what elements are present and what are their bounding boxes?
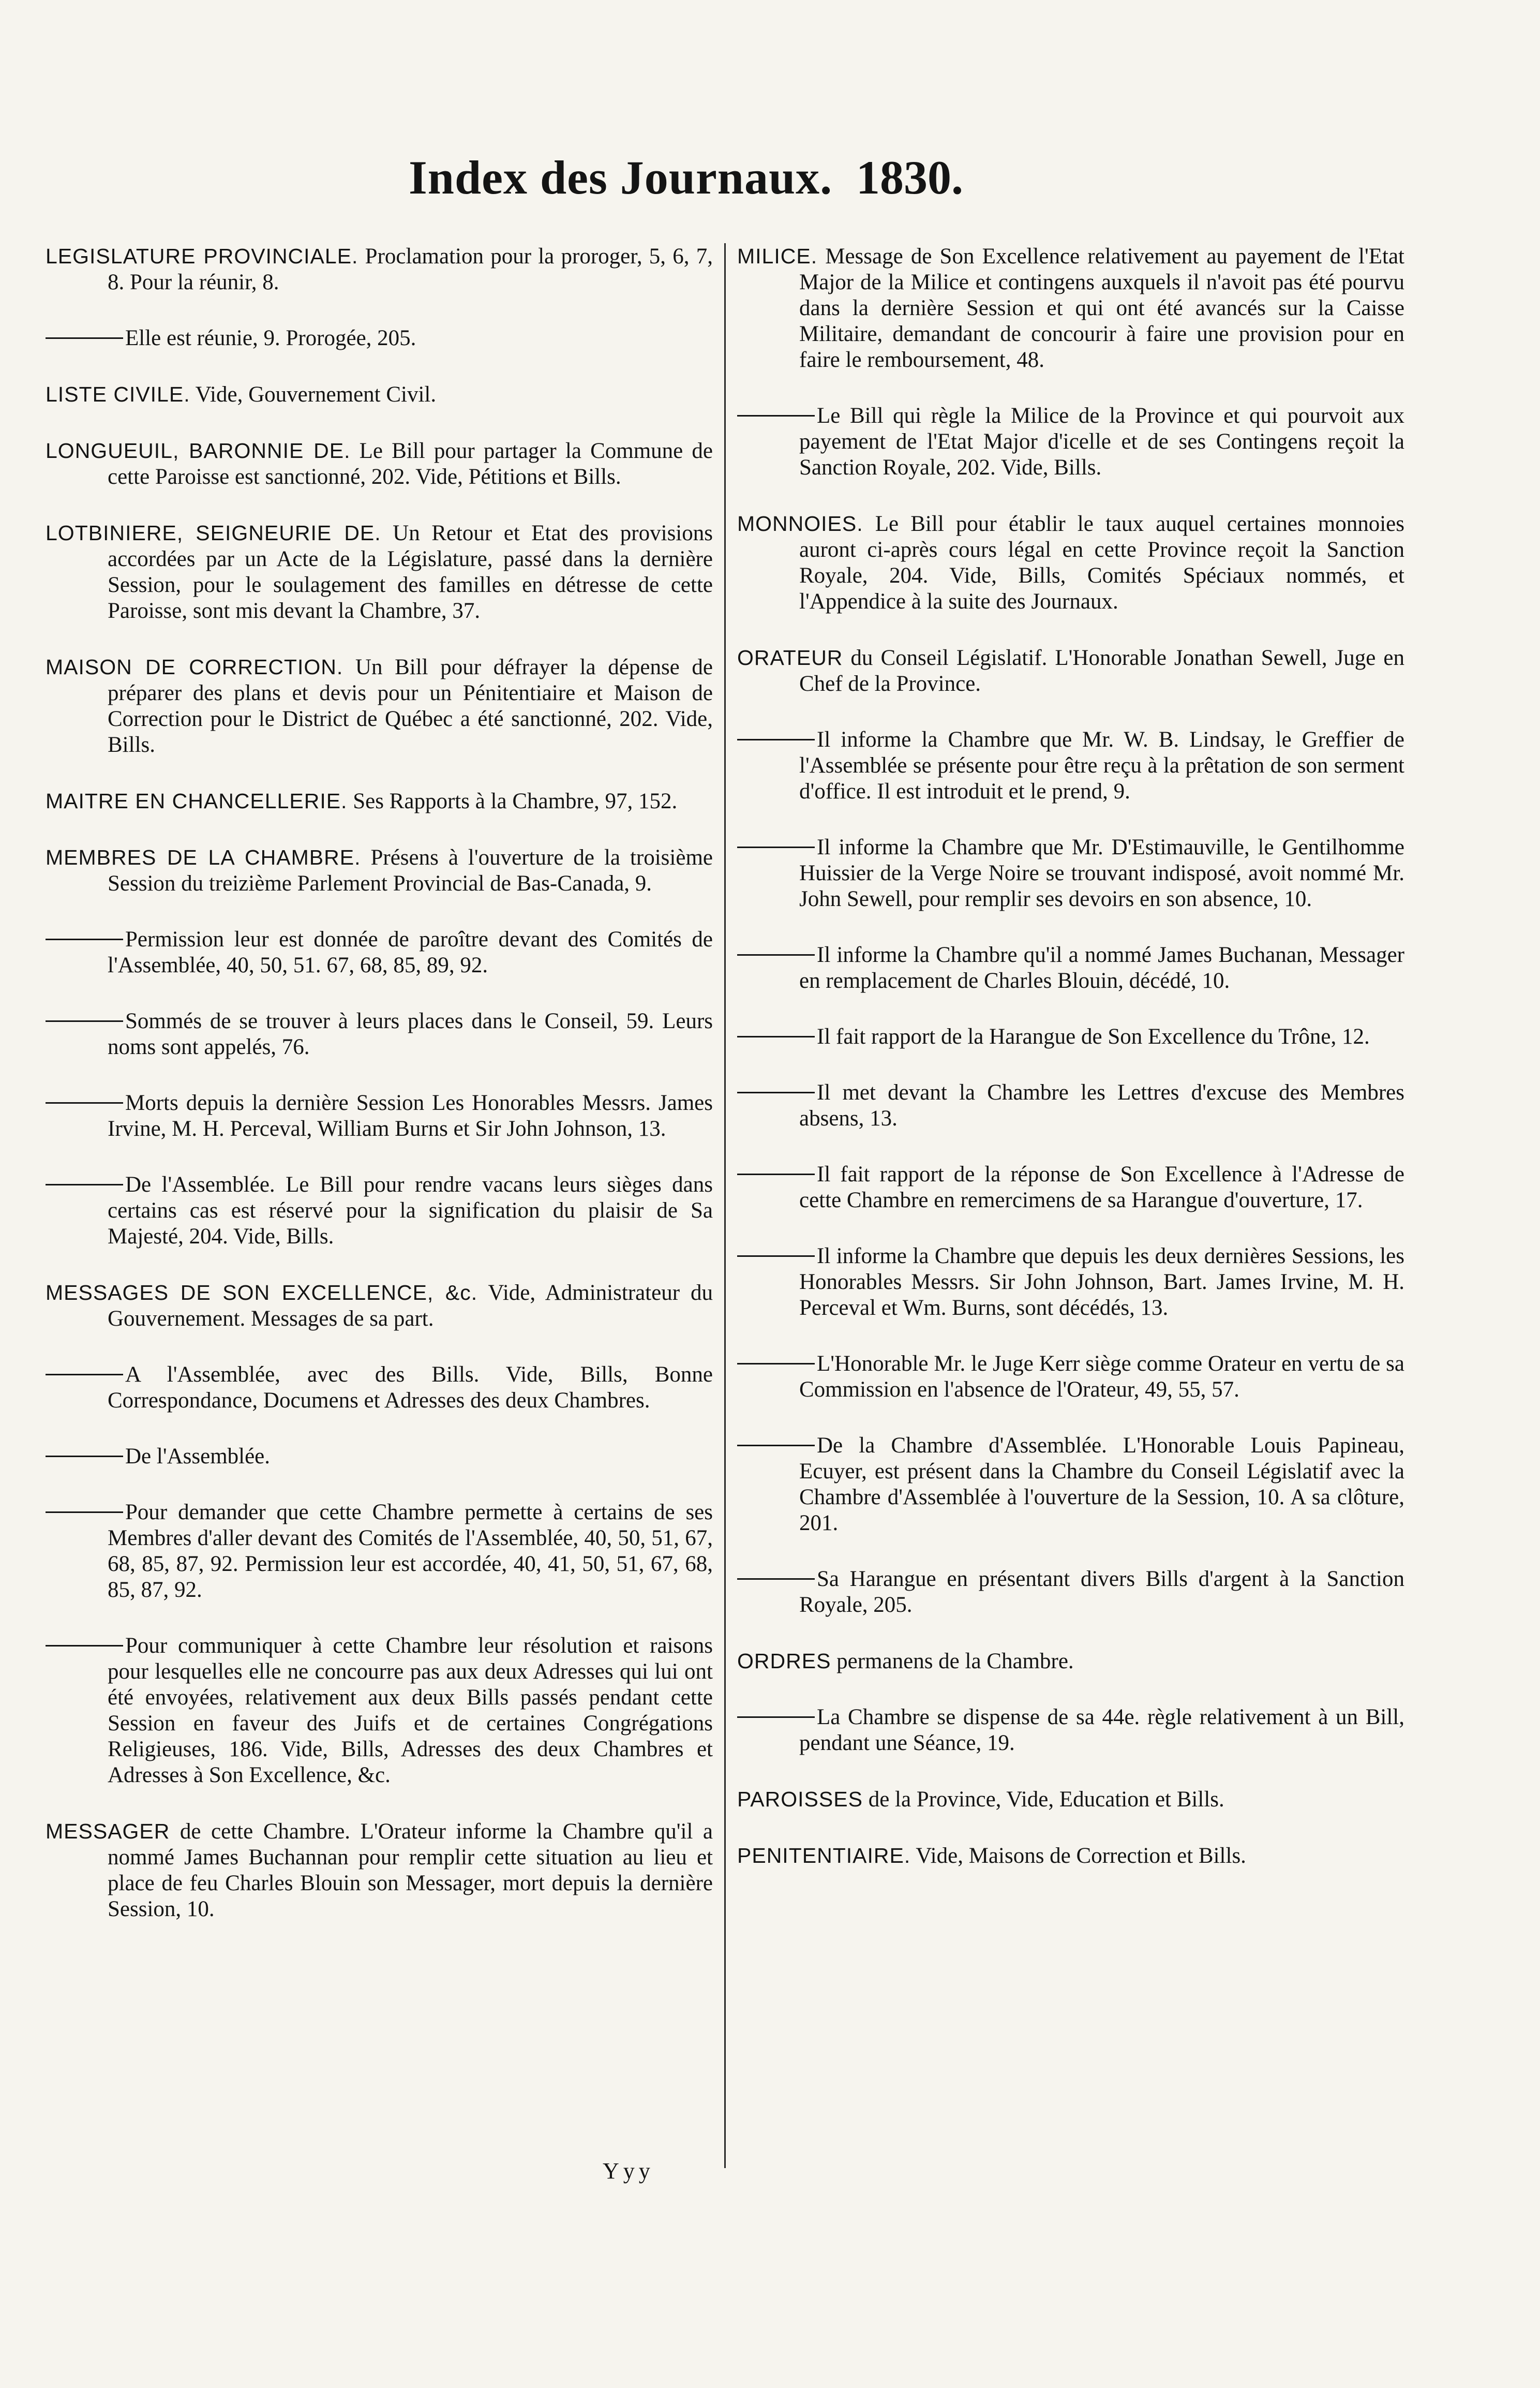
index-entry <box>737 645 1404 697</box>
index-entry <box>737 942 1404 994</box>
index-entry <box>46 381 713 408</box>
index-entry <box>46 788 713 814</box>
left-column <box>46 243 713 1952</box>
index-entry <box>737 835 1404 912</box>
index-entry <box>737 1843 1404 1869</box>
index-entry <box>46 1633 713 1788</box>
entry-text: Présens à l'ouverture de la troisième Session du treizième Parlement Provincial de Bas-Canada, 9. <box>108 846 713 896</box>
right-column <box>737 243 1404 1899</box>
page-year: 1830. <box>856 151 963 204</box>
entry-text: Il informe la Chambre que Mr. W. B. Lindsay, le Greffier de l'Assemblée se présente pour être reçu à la prêtation de son serment d'office. Il est introduit et le prend, 9. <box>799 728 1404 804</box>
entry-heading: LISTE CIVILE. <box>46 382 190 406</box>
continuation-dash <box>46 337 123 339</box>
entry-text: Un Bill pour défrayer la dépense de préparer des plans et devis pour un Pénitentiaire et Maison de Correction pour le District de Québec a été sanctionné, 202. Vide, Bills. <box>108 655 713 757</box>
entry-heading: LEGISLATURE PROVINCIALE. <box>46 244 358 268</box>
entry-text: De la Chambre d'Assemblée. L'Honorable Louis Papineau, Ecuyer, est présent dans la Chambre du Conseil Législatif avec la Chambre d'Assemblée à l'ouverture de la Session, 10. A sa clôture, 201. <box>799 1433 1404 1535</box>
index-entry <box>737 243 1404 373</box>
entry-text: Pour demander que cette Chambre permette à certains de ses Membres d'aller devant des Comités de l'Assemblée, 40, 50, 51, 67, 68, 85, 87, 92. Permission leur est accordée, 40, 41, 50, 51, 67, 68, 85, 87, 92. <box>108 1500 713 1602</box>
continuation-dash <box>46 1184 123 1185</box>
index-entry <box>46 1818 713 1922</box>
entry-text: Vide, Gouvernement Civil. <box>190 382 437 407</box>
continuation-dash <box>737 739 815 740</box>
entry-text: Sa Harangue en présentant divers Bills d'argent à la Sanction Royale, 205. <box>799 1567 1404 1617</box>
index-entry <box>737 1162 1404 1213</box>
entry-heading: ORATEUR <box>737 646 843 670</box>
continuation-dash <box>737 1716 815 1718</box>
index-entry <box>46 1444 713 1470</box>
index-entry <box>737 1786 1404 1813</box>
index-entry <box>737 1566 1404 1618</box>
continuation-dash <box>737 1363 815 1364</box>
continuation-dash <box>46 1645 123 1647</box>
entry-heading: MESSAGER <box>46 1819 170 1843</box>
entry-heading: MEMBRES DE LA CHAMBRE. <box>46 846 361 869</box>
page-title: Index des Journaux. <box>409 151 833 204</box>
entry-heading: PENITENTIAIRE. <box>737 1844 911 1867</box>
entry-heading: MILICE. <box>737 244 818 268</box>
entry-text: Permission leur est donnée de paroître devant des Comités de l'Assemblée, 40, 50, 51. 67, 68, 85, 89, 92. <box>108 927 713 977</box>
continuation-dash <box>46 939 123 940</box>
entry-heading: LONGUEUIL, BARONNIE DE. <box>46 439 351 463</box>
entry-text: Le Bill pour partager la Commune de cette Paroisse est sanctionné, 202. Vide, Pétitions et Bills. <box>108 439 713 489</box>
entry-heading: MESSAGES DE SON EXCELLENCE, &c. <box>46 1281 478 1304</box>
continuation-dash <box>737 1036 815 1037</box>
index-entry <box>737 511 1404 615</box>
index-entry <box>46 243 713 295</box>
index-entry <box>46 1280 713 1332</box>
continuation-dash <box>737 1092 815 1093</box>
entry-text: A l'Assemblée, avec des Bills. Vide, Bills, Bonne Correspondance, Documens et Adresses des deux Chambres. <box>108 1362 713 1413</box>
index-entry <box>46 1362 713 1414</box>
entry-heading: MAITRE EN CHANCELLERIE. <box>46 789 348 813</box>
index-entry <box>46 654 713 758</box>
index-entry <box>46 1008 713 1060</box>
index-entry <box>737 403 1404 481</box>
index-entry <box>46 438 713 490</box>
index-entry <box>46 1500 713 1603</box>
entry-text: Elle est réunie, 9. Prorogée, 205. <box>125 326 416 350</box>
entry-text: Vide, Administrateur du Gouvernement. Messages de sa part. <box>108 1281 713 1331</box>
entry-text: Vide, Maisons de Correction et Bills. <box>910 1844 1246 1868</box>
entry-heading: ORDRES <box>737 1649 831 1673</box>
entry-text: Un Retour et Etat des provisions accordées par un Acte de la Législature, passé dans la dernière Session, pour le soulagement des familles en détresse de cette Paroisse, sont mis devant la Chambre, 37. <box>108 521 713 623</box>
entry-text: Il informe la Chambre que depuis les deux dernières Sessions, les Honorables Messrs. Sir John Johnson, Bart. James Irvine, M. H. Perceval et Wm. Burns, sont décédés, 13. <box>799 1244 1404 1320</box>
continuation-dash <box>46 1374 123 1375</box>
page-header <box>0 150 1540 223</box>
signature-mark: Yyy <box>603 2158 654 2184</box>
entry-text: Il informe la Chambre que Mr. D'Estimauville, le Gentilhomme Huissier de la Verge Noire se trouvant indisposé, avoit nommé Mr. John Sewell, pour remplir ses devoirs en son absence, 10. <box>799 835 1404 911</box>
entry-text: Le Bill qui règle la Milice de la Province et qui pourvoit aux payement de l'Etat Major d'icelle et de ses Contingens reçoit la Sanction Royale, 202. Vide, Bills. <box>799 404 1404 480</box>
index-entry <box>46 520 713 624</box>
continuation-dash <box>46 1456 123 1457</box>
column-divider <box>724 243 726 2168</box>
entry-text: Il informe la Chambre qu'il a nommé James Buchanan, Messager en remplacement de Charles Blouin, décédé, 10. <box>799 943 1404 993</box>
index-entry <box>737 1080 1404 1132</box>
index-entry <box>46 325 713 351</box>
index-entry <box>737 1648 1404 1674</box>
continuation-dash <box>737 1445 815 1446</box>
index-entry <box>46 844 713 897</box>
entry-heading: LOTBINIERE, SEIGNEURIE DE. <box>46 521 381 545</box>
entry-text: La Chambre se dispense de sa 44e. règle relativement à un Bill, pendant une Séance, 19. <box>799 1705 1404 1755</box>
entry-text: Il met devant la Chambre les Lettres d'excuse des Membres absens, 13. <box>799 1080 1404 1131</box>
entry-text: De l'Assemblée. <box>125 1444 271 1469</box>
entry-text: Il fait rapport de la Harangue de Son Excellence du Trône, 12. <box>817 1025 1370 1049</box>
entry-heading: MONNOIES. <box>737 512 863 536</box>
continuation-dash <box>46 1020 123 1022</box>
entry-heading: MAISON DE CORRECTION. <box>46 655 343 679</box>
index-entry <box>46 1172 713 1250</box>
continuation-dash <box>46 1511 123 1513</box>
index-entry <box>737 1024 1404 1050</box>
entry-text: Morts depuis la dernière Session Les Honorables Messrs. James Irvine, M. H. Perceval, William Burns et Sir John Johnson, 13. <box>108 1091 713 1141</box>
entry-text: Il fait rapport de la réponse de Son Excellence à l'Adresse de cette Chambre en remercimens de sa Harangue d'ouverture, 17. <box>799 1162 1404 1212</box>
entry-heading: PAROISSES <box>737 1787 863 1811</box>
continuation-dash <box>737 1578 815 1580</box>
index-entry <box>737 1433 1404 1536</box>
entry-text: Proclamation pour la proroger, 5, 6, 7, 8. Pour la réunir, 8. <box>108 244 713 294</box>
index-entry <box>46 927 713 978</box>
index-entry <box>737 727 1404 805</box>
continuation-dash <box>737 1255 815 1257</box>
entry-text: de la Province, Vide, Education et Bills. <box>862 1787 1224 1812</box>
entry-text: du Conseil Législatif. L'Honorable Jonathan Sewell, Juge en Chef de la Province. <box>799 646 1404 696</box>
entry-text: Ses Rapports à la Chambre, 97, 152. <box>347 789 678 813</box>
entry-text: De l'Assemblée. Le Bill pour rendre vacans leurs sièges dans certains cas est réservé pour la signification du plaisir de Sa Majesté, 204. Vide, Bills. <box>108 1173 713 1249</box>
index-entry <box>737 1704 1404 1756</box>
entry-text: L'Honorable Mr. le Juge Kerr siège comme Orateur en vertu de sa Commission en l'absence de l'Orateur, 49, 55, 57. <box>799 1352 1404 1402</box>
entry-text: Sommés de se trouver à leurs places dans le Conseil, 59. Leurs noms sont appelés, 76. <box>108 1009 713 1059</box>
continuation-dash <box>737 847 815 848</box>
continuation-dash <box>737 954 815 956</box>
continuation-dash <box>737 1174 815 1175</box>
entry-text: Pour communiquer à cette Chambre leur résolution et raisons pour lesquelles elle ne concourre pas aux deux Adresses qui lui ont été envoyées, relativement aux deux Bills passés pendant cette Session en faveur des Juifs et de certaines Congrégations Religieuses, 186. Vide, Bills, Adresses des deux Chambres et Adresses à Son Excellence, &c. <box>108 1634 713 1787</box>
entry-text: permanens de la Chambre. <box>831 1649 1074 1673</box>
index-entry <box>737 1351 1404 1403</box>
entry-text: Le Bill pour établir le taux auquel certaines monnoies auront ci-après cours légal en cette Province reçoit la Sanction Royale, 204. Vide, Bills, Comités Spéciaux nommés, et l'Appendice à la suite des Journaux. <box>799 512 1404 614</box>
index-entry <box>46 1090 713 1142</box>
entry-text: de cette Chambre. L'Orateur informe la Chambre qu'il a nommé James Buchannan pour remplir cette situation au lieu et place de feu Charles Blouin son Messager, mort depuis la dernière Session, 10. <box>108 1819 713 1921</box>
continuation-dash <box>737 415 815 417</box>
entry-text: Message de Son Excellence relativement au payement de l'Etat Major de la Milice et contingens auxquels il n'avoit pas été pourvu dans la dernière Session et qui ont été avancés sur la Caisse Militaire, demandant de concourir à faire une provision pour en faire le remboursement, 48. <box>799 244 1404 372</box>
continuation-dash <box>46 1102 123 1104</box>
index-entry <box>737 1243 1404 1321</box>
